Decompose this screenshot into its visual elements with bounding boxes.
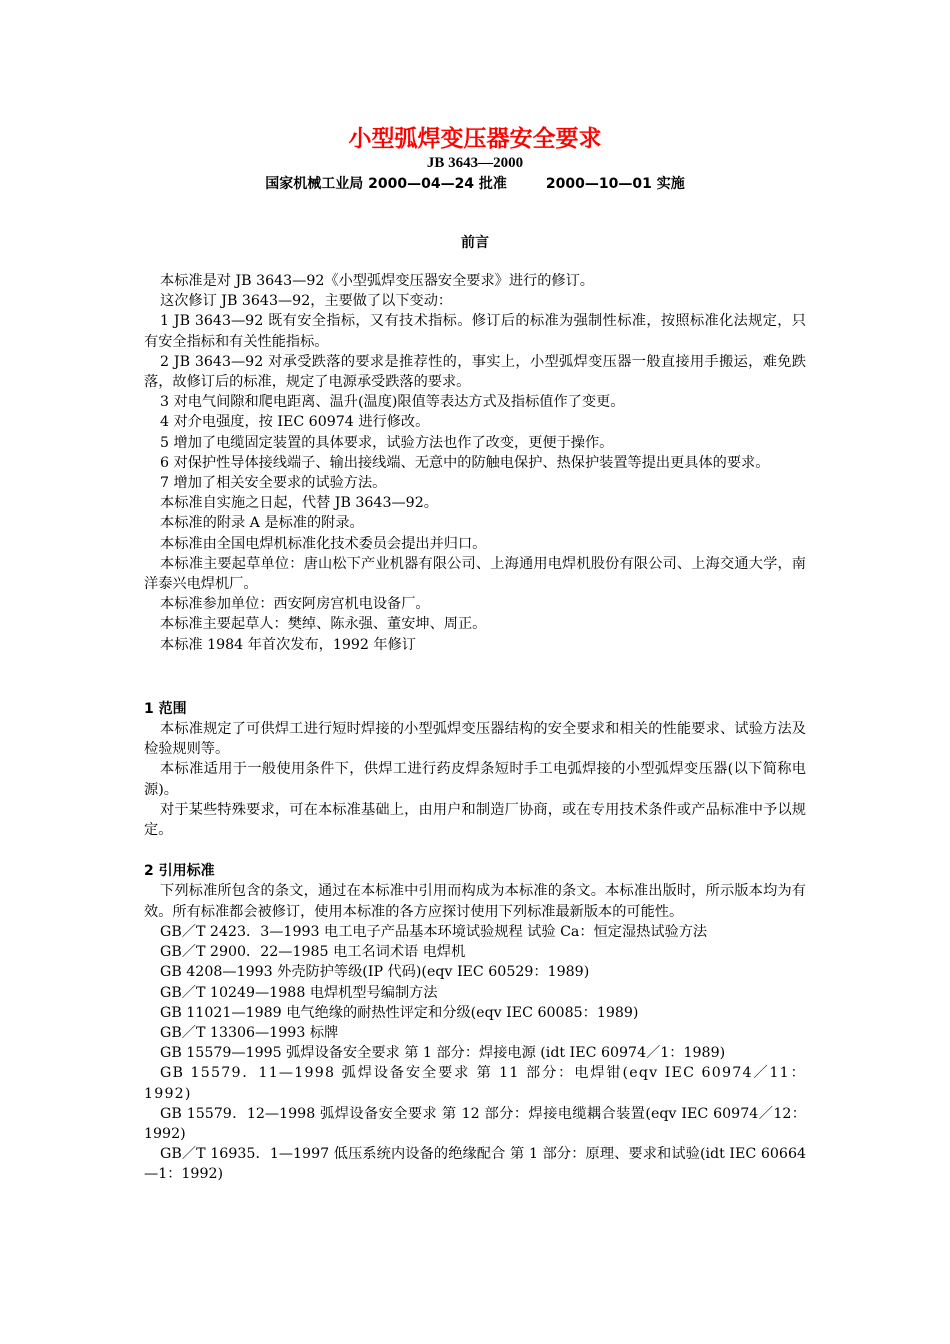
standard-number: JB 3643—2000 [426,155,524,171]
scope-paragraph: 对于某些特殊要求，可在本标准基础上，由用户和制造厂协商，或在专用技术条件或产品标准中予以规定。 [144,801,806,839]
foreword-paragraph: 本标准是对 JB 3643—92《小型弧焊变压器安全要求》进行的修订。 [160,273,594,289]
foreword-paragraph: 本标准自实施之日起，代替 JB 3643—92。 [160,495,438,512]
spacer [144,655,806,699]
foreword-paragraph: 本标准主要起草单位：唐山松下产业机器有限公司、上海通用电焊机股份有限公司、上海交通大学，南洋泰兴电焊机厂。 [144,555,806,593]
foreword-paragraph: 1 JB 3643—92 既有安全指标，又有技术指标。修订后的标准为强制性标准，按照标准化法规定，只有安全指标和有关性能指标。 [144,313,806,350]
section-heading-references: 2 引用标准 [144,863,215,880]
foreword-paragraph: 这次修订 JB 3643—92，主要做了以下变动： [160,293,453,310]
foreword-paragraph: 4 对介电强度，按 IEC 60974 进行修改。 [160,414,430,431]
reference-item: GB／T 16935．1—1997 低压系统内设备的绝缘配合 第 1 部分：原理、要求和试验(idt IEC 60664—1：1992) [144,1146,806,1183]
foreword-paragraph: 5 增加了电缆固定装置的具体要求，试验方法也作了改变，更便于操作。 [160,434,614,451]
foreword-paragraph: 3 对电气间隙和爬电距离、温升(温度)限值等表达方式及指标值作了变更。 [160,394,625,411]
foreword-paragraph: 本标准参加单位：西安阿房宫机电设备厂。 [160,596,430,613]
foreword-paragraph: 本标准的附录 A 是标准的附录。 [160,515,364,532]
foreword-paragraph: 6 对保护性导体接线端子、输出接线端、无意中的防触电保护、热保护装置等提出更具体的要求。 [160,454,770,471]
spacer [144,840,806,861]
reference-item: GB 15579．12—1998 弧焊设备安全要求 第 12 部分：焊接电缆耦合装置(eqv IEC 60974／12：1992) [144,1105,806,1142]
foreword-paragraph: 本标准由全国电焊机标准化技术委员会提出并归口。 [160,535,487,552]
references-paragraph: 下列标准所包含的条文，通过在本标准中引用而构成为本标准的条文。本标准出版时，所示版本均为有效。所有标准都会被修订，使用本标准的各方应探讨使用下列标准最新版本的可能性。 [144,883,806,920]
foreword-paragraph: 本标准 1984 年首次发布，1992 年修订 [160,636,416,653]
section-heading-scope: 1 范围 [144,700,187,717]
reference-item: GB／T 10249—1988 电焊机型号编制方法 [160,984,438,1001]
document-body [144,271,806,1185]
foreword-paragraph: 本标准主要起草人：樊绰、陈永强、董安坤、周正。 [160,616,487,633]
scope-paragraph: 本标准适用于一般使用条件下，供焊工进行药皮焊条短时手工电弧焊接的小型弧焊变压器(以下简称电源)。 [144,761,806,798]
reference-item: GB 15579—1995 弧焊设备安全要求 第 1 部分：焊接电源 (idt IEC 60974／1：1989) [160,1045,726,1062]
foreword-heading: 前言 [461,235,489,251]
foreword-paragraph: 2 JB 3643—92 对承受跌落的要求是推荐性的，事实上，小型弧焊变压器一般直接用手搬运，难免跌落，故修订后的标准，规定了电源承受跌落的要求。 [144,353,806,391]
scope-paragraph: 本标准规定了可供焊工进行短时焊接的小型弧焊变压器结构的安全要求和相关的性能要求、试验方法及检验规则等。 [144,721,806,758]
document-title: 小型弧焊变压器安全要求 [348,126,602,152]
approval-line: 国家机械工业局 2000—04—24 批准 2000—10—01 实施 [265,176,685,192]
foreword-paragraph: 7 增加了相关安全要求的试验方法。 [160,475,387,492]
reference-item: GB 15579．11—1998 弧焊设备安全要求 第 11 部分：电焊钳(eqv IEC 60974／11：1992) [144,1065,806,1102]
reference-item: GB／T 2423．3—1993 电工电子产品基本环境试验规程 试验 Ca：恒定湿热试验方法 [160,923,708,940]
reference-item: GB／T 2900．22—1985 电工名词术语 电焊机 [160,944,466,961]
reference-item: GB／T 13306—1993 标牌 [160,1024,339,1041]
reference-item: GB 11021—1989 电气绝缘的耐热性评定和分级(eqv IEC 60085：1989) [160,1004,639,1021]
reference-item: GB 4208—1993 外壳防护等级(IP 代码)(eqv IEC 60529：1989) [160,964,590,981]
